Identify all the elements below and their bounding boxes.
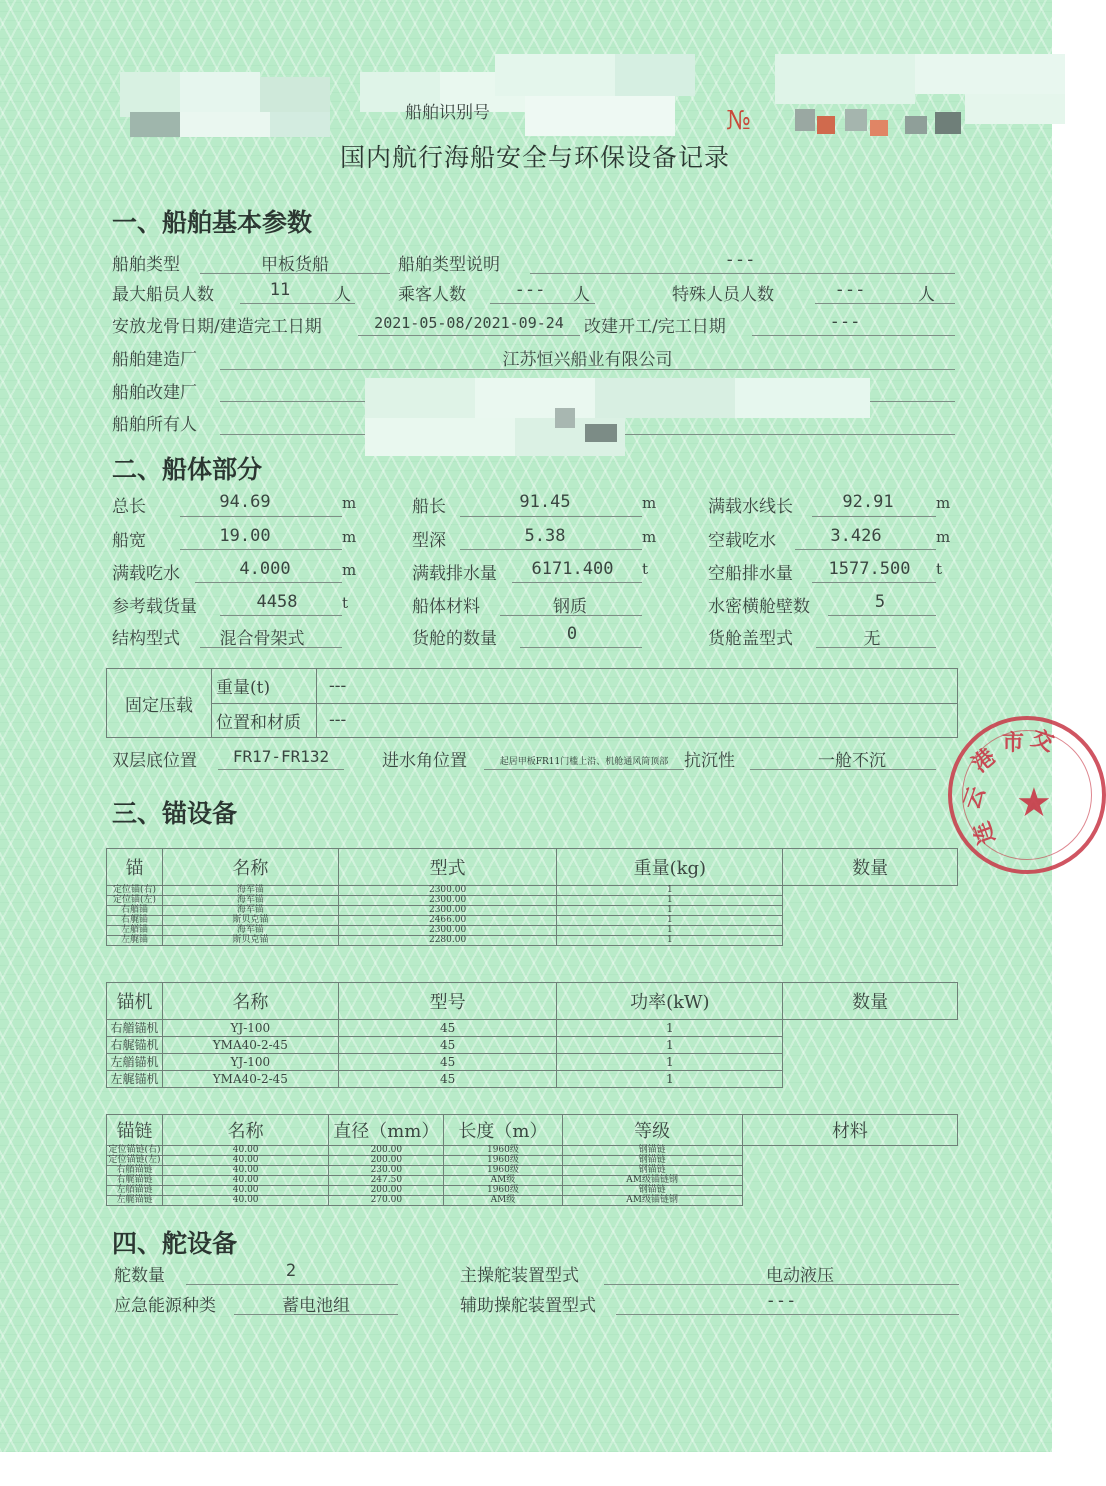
flood-angle-value: 起居甲板FR11门槛上沿、机舱通风筒顶部 <box>499 757 669 767</box>
unit-m: m <box>642 494 657 512</box>
redacted-mosaic <box>365 378 870 456</box>
windlass-label: 锚机 <box>107 983 163 1020</box>
sinking-value: 一舱不沉 <box>818 751 886 771</box>
chain-row-cell: AM级 <box>444 1196 562 1206</box>
windlass-row <box>107 1037 958 1054</box>
anchor-row-cell: 2466.00 <box>338 916 557 926</box>
aux-steering-value: --- <box>765 1291 797 1311</box>
windlass-table <box>106 982 958 1088</box>
chain-row-cell: 左艉锚链 <box>107 1196 163 1206</box>
windlass-row-cell: 45 <box>338 1020 557 1037</box>
section-hull: 二、船体部分 <box>112 455 263 484</box>
anchor-row-cell: 1 <box>557 926 783 936</box>
ballast-weight-value: --- <box>317 669 958 704</box>
chain-row-cell: 钢锚链 <box>562 1146 742 1156</box>
windlass-row-cell: 1 <box>557 1071 783 1088</box>
depth-value: 5.38 <box>524 526 566 546</box>
windlass-row-cell: 45 <box>338 1037 557 1054</box>
rebuilder-label: 船舶改建厂 <box>112 383 197 403</box>
special-value: --- <box>834 280 866 300</box>
anchor-row-cell: 斯贝克锚 <box>162 916 338 926</box>
unit-m: m <box>936 494 951 512</box>
unit-m: m <box>936 528 951 546</box>
chain-header-material: 材料 <box>742 1115 957 1146</box>
chain-row-cell: 左艏锚链 <box>107 1186 163 1196</box>
double-bottom-value: FR17-FR132 <box>232 747 330 766</box>
light-draft-label: 空载吃水 <box>708 531 776 551</box>
chain-row-cell: 40.00 <box>163 1186 329 1196</box>
anchor-row-cell: 1 <box>557 916 783 926</box>
windlass-row-cell: 1 <box>557 1054 783 1071</box>
ship-type-desc-value: --- <box>724 250 756 270</box>
page-title: 国内航行海船安全与环保设备记录 <box>340 143 731 172</box>
ballast-weight-label: 重量(t) <box>212 669 317 704</box>
windlass-row-cell: 右艉锚机 <box>107 1037 163 1054</box>
flood-angle-label: 进水角位置 <box>382 751 467 771</box>
chain-row-cell: AM级 <box>444 1176 562 1186</box>
structure-label: 结构型式 <box>112 629 180 649</box>
unit-m: m <box>342 561 357 579</box>
anchor-row-cell: 1 <box>557 886 783 896</box>
anchor-row <box>107 906 958 916</box>
chain-row <box>107 1166 958 1176</box>
official-seal: ★ 港 市 交 云 连 <box>948 716 1106 874</box>
passengers-label: 乘客人数 <box>398 285 466 305</box>
windlass-row <box>107 1071 958 1088</box>
anchor-row-cell: 1 <box>557 936 783 946</box>
full-disp-value: 6171.400 <box>531 559 614 579</box>
anchor-row-cell: 2300.00 <box>338 896 557 906</box>
holds-label: 货舱的数量 <box>412 629 497 649</box>
windlass-row-cell: YMA40-2-45 <box>162 1037 338 1054</box>
unit-m: m <box>342 528 357 546</box>
ref-cargo-value: 4458 <box>256 592 298 612</box>
anchor-row-cell: 右艏锚 <box>107 906 163 916</box>
anchor-row-cell: 海军锚 <box>162 906 338 916</box>
chain-row-cell: 230.00 <box>329 1166 444 1176</box>
anchor-row <box>107 896 958 906</box>
structure-value: 混合骨架式 <box>219 629 305 649</box>
chain-header-diameter: 直径（mm） <box>329 1115 444 1146</box>
bulkheads-label: 水密横舱壁数 <box>708 597 810 617</box>
windlass-row <box>107 1020 958 1037</box>
ship-type-desc-label: 船舶类型说明 <box>398 255 500 275</box>
loa-value: 94.69 <box>219 492 271 512</box>
anchor-row-cell: 左艏锚 <box>107 926 163 936</box>
chain-row-cell: 右艏锚链 <box>107 1166 163 1176</box>
chain-row-cell: 1960级 <box>444 1166 562 1176</box>
lwl-label: 满载水线长 <box>708 497 793 517</box>
windlass-header-model: 型号 <box>338 983 557 1020</box>
chain-row <box>107 1186 958 1196</box>
windlass-row-cell: YMA40-2-45 <box>162 1071 338 1088</box>
anchor-row-cell: 定位锚(右) <box>107 886 163 896</box>
chain-row-cell: 270.00 <box>329 1196 444 1206</box>
chain-row-cell: 200.00 <box>329 1146 444 1156</box>
hatch-label: 货舱盖型式 <box>708 629 793 649</box>
loa-label: 总长 <box>112 497 146 517</box>
ref-cargo-label: 参考载货量 <box>112 597 197 617</box>
cert-no-symbol: № <box>726 106 751 136</box>
depth-label: 型深 <box>412 531 446 551</box>
ship-id-label: 船舶识别号 <box>405 103 490 123</box>
anchor-row-cell: 2280.00 <box>338 936 557 946</box>
chain-row <box>107 1156 958 1166</box>
anchor-row-cell: 海军锚 <box>162 896 338 906</box>
person-unit: 人 <box>573 285 590 305</box>
windlass-row-cell: 右艏锚机 <box>107 1020 163 1037</box>
windlass-row-cell: 45 <box>338 1071 557 1088</box>
anchor-label: 锚 <box>107 849 163 886</box>
windlass-row-cell: 左艏锚机 <box>107 1054 163 1071</box>
anchor-row-cell: 左艉锚 <box>107 936 163 946</box>
unit-t: t <box>642 560 649 578</box>
builder-value: 江苏恒兴船业有限公司 <box>502 350 673 370</box>
anchor-row-cell: 2300.00 <box>338 886 557 896</box>
chain-row-cell: 40.00 <box>163 1166 329 1176</box>
chain-table <box>106 1114 958 1206</box>
hull-material-label: 船体材料 <box>412 597 480 617</box>
chain-row-cell: 40.00 <box>163 1146 329 1156</box>
light-draft-value: 3.426 <box>830 526 882 546</box>
lbp-label: 船长 <box>412 497 446 517</box>
star-icon: ★ <box>1016 780 1052 826</box>
chain-row-cell: 定位锚链(右) <box>107 1146 163 1156</box>
anchor-row <box>107 936 958 946</box>
chain-row-cell: 40.00 <box>163 1176 329 1186</box>
chain-row-cell: 定位锚链(左) <box>107 1156 163 1166</box>
builder-label: 船舶建造厂 <box>112 350 197 370</box>
chain-row-cell: AM级锚链钢 <box>562 1196 742 1206</box>
chain-row-cell: 右艉锚链 <box>107 1176 163 1186</box>
full-draft-label: 满载吃水 <box>112 564 180 584</box>
special-label: 特殊人员人数 <box>672 285 774 305</box>
anchor-row-cell: 海军锚 <box>162 886 338 896</box>
main-steering-value: 电动液压 <box>766 1266 834 1286</box>
windlass-header-name: 名称 <box>162 983 338 1020</box>
section-anchor: 三、锚设备 <box>112 799 238 828</box>
unit-t: t <box>342 594 349 612</box>
main-steering-label: 主操舵装置型式 <box>460 1266 579 1286</box>
breadth-label: 船宽 <box>112 531 146 551</box>
holds-value: 0 <box>566 624 578 644</box>
ship-type-label: 船舶类型 <box>112 255 180 275</box>
light-disp-value: 1577.500 <box>828 559 911 579</box>
chain-row-cell: AM级锚链钢 <box>562 1176 742 1186</box>
chain-row-cell: 40.00 <box>163 1156 329 1166</box>
chain-header-grade: 等级 <box>562 1115 742 1146</box>
unit-t: t <box>936 560 943 578</box>
anchor-header-qty: 数量 <box>783 849 958 886</box>
owner-label: 船舶所有人 <box>112 415 197 435</box>
keel-date-value: 2021-05-08/2021-09-24 <box>374 314 564 332</box>
rudder-count-label: 舵数量 <box>114 1266 165 1286</box>
redacted-mosaic <box>495 54 1065 146</box>
chain-row-cell: 1960级 <box>444 1186 562 1196</box>
windlass-header-qty: 数量 <box>783 983 958 1020</box>
max-crew-label: 最大船员人数 <box>112 285 214 305</box>
full-disp-label: 满载排水量 <box>412 564 497 584</box>
anchor-header-type: 型式 <box>338 849 557 886</box>
aux-steering-label: 辅助操舵装置型式 <box>460 1296 596 1316</box>
chain-row-cell: 钢锚链 <box>562 1186 742 1196</box>
chain-row-cell: 247.50 <box>329 1176 444 1186</box>
anchor-row-cell: 定位锚(左) <box>107 896 163 906</box>
chain-row-cell: 200.00 <box>329 1186 444 1196</box>
lbp-value: 91.45 <box>519 492 571 512</box>
ship-type-value: 甲板货船 <box>261 255 329 275</box>
rebuild-date-label: 改建开工/完工日期 <box>584 317 726 337</box>
windlass-row-cell: 1 <box>557 1037 783 1054</box>
double-bottom-label: 双层底位置 <box>112 751 197 771</box>
chain-row-cell: 200.00 <box>329 1156 444 1166</box>
passengers-value: --- <box>514 280 546 300</box>
ballast-position-label: 位置和材质 <box>212 703 317 738</box>
person-unit: 人 <box>918 285 935 305</box>
anchor-row-cell: 1 <box>557 896 783 906</box>
bulkheads-value: 5 <box>874 592 886 612</box>
chain-row <box>107 1196 958 1206</box>
hull-material-value: 钢质 <box>553 597 587 617</box>
anchor-row-cell: 2300.00 <box>338 926 557 936</box>
chain-row <box>107 1146 958 1156</box>
chain-label: 锚链 <box>107 1115 163 1146</box>
chain-header-length: 长度（m） <box>444 1115 562 1146</box>
emergency-power-label: 应急能源种类 <box>114 1296 216 1316</box>
ballast-label: 固定压载 <box>107 669 212 738</box>
full-draft-value: 4.000 <box>239 559 291 579</box>
section-basic-params: 一、船舶基本参数 <box>112 208 313 237</box>
anchor-row-cell: 右艉锚 <box>107 916 163 926</box>
windlass-row-cell: YJ-100 <box>162 1054 338 1071</box>
anchor-row-cell: 2300.00 <box>338 906 557 916</box>
unit-m: m <box>342 494 357 512</box>
windlass-row-cell: YJ-100 <box>162 1020 338 1037</box>
anchor-row <box>107 886 958 896</box>
light-disp-label: 空船排水量 <box>708 564 793 584</box>
rebuild-date-value: --- <box>829 312 861 332</box>
windlass-row-cell: 45 <box>338 1054 557 1071</box>
anchor-row-cell: 海军锚 <box>162 926 338 936</box>
sinking-label: 抗沉性 <box>684 751 735 771</box>
windlass-row-cell: 1 <box>557 1020 783 1037</box>
rudder-count-value: 2 <box>285 1261 297 1281</box>
keel-date-label: 安放龙骨日期/建造完工日期 <box>112 317 322 337</box>
chain-row-cell: 1960级 <box>444 1146 562 1156</box>
anchor-table <box>106 848 958 946</box>
chain-row <box>107 1176 958 1186</box>
chain-row-cell: 40.00 <box>163 1196 329 1206</box>
breadth-value: 19.00 <box>219 526 271 546</box>
ballast-table <box>106 668 958 738</box>
section-rudder: 四、舵设备 <box>112 1229 238 1258</box>
anchor-header-weight: 重量(kg) <box>557 849 783 886</box>
chain-row-cell: 钢锚链 <box>562 1166 742 1176</box>
windlass-row <box>107 1054 958 1071</box>
hatch-value: 无 <box>863 629 881 649</box>
anchor-row <box>107 916 958 926</box>
chain-row-cell: 钢锚链 <box>562 1156 742 1166</box>
windlass-row-cell: 左艉锚机 <box>107 1071 163 1088</box>
unit-m: m <box>642 528 657 546</box>
max-crew-value: 11 <box>269 280 291 300</box>
anchor-row <box>107 926 958 936</box>
lwl-value: 92.91 <box>842 492 894 512</box>
anchor-row-cell: 斯贝克锚 <box>162 936 338 946</box>
person-unit: 人 <box>334 285 351 305</box>
ballast-position-value: --- <box>317 703 958 738</box>
anchor-row-cell: 1 <box>557 906 783 916</box>
anchor-header-name: 名称 <box>162 849 338 886</box>
emergency-power-value: 蓄电池组 <box>282 1296 350 1316</box>
windlass-header-power: 功率(kW) <box>557 983 783 1020</box>
chain-row-cell: 1960级 <box>444 1156 562 1166</box>
chain-header-name: 名称 <box>163 1115 329 1146</box>
